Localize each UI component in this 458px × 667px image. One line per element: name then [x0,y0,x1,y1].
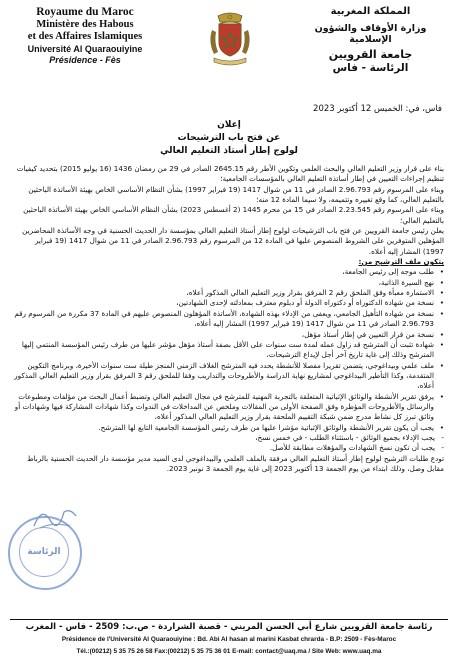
note-item: - يجب الإدلاء بجميع الوثائق - باستثناء الطلب - في خمس نسخ، [14,433,444,443]
title-announcement: إعلان [217,120,241,130]
presidency-fr: Présidence - Fès [49,54,121,65]
file-item: • ملف علمي وبيداغوجي، يتضمن تقريرا مفصلا للأنشطة يحدد فيه المترشح الغلاف الزمني المنجز طيلة ست سنوات الأخيرة، وبرنامج التكوين المتقدمة، وكذا التأطير البيداغوجي لمشاريع نهاية الدراسة والأطروحات والتداريب وفقا للملحق رقم 3 المرفق بقرار وزير التعليم العالي المذكور أعلاه، [14,361,444,392]
header-left [10,6,160,65]
footer-address-fr: Présidence de l'Université Al Quaraouiyine : Bd. Abi Al hasan al marini Kasbat chrarda - B.P: 2509 - Fès-Maroc [61,636,397,643]
official-stamp [8,516,82,590]
footer-contact: Tél.:(00212) 5 35 75 26 58 Fax:(00212) 5 35 75 36 01 E-mail: contact@uaq.ma / Site Web: www.uaq.ma [76,648,382,655]
preamble-paragraph: وبناء على المرسوم رقم 2.23.545 الصادر في 15 من محرم 1445 (2 أغسطس 2023) بشأن النظام الأساسي الخاص بهيئة الأساتذة الباحثين بالتعليم العالي؛ [23,205,444,225]
kingdom-fr: Royaume du Maroc [36,6,134,18]
university-ar: جامعة القرويين [328,48,413,62]
file-item: • شهادة تثبت أن المترشح قد زاول عمله لمدة ست سنوات على الأقل بصفة أستاذ مؤهل مؤشر عليها من طرف رئيس المؤسسة المنتمي إليها المترشح وذلك إلى غاية تاريخ آخر أجل لإيداع الترشيحات، [14,340,444,361]
file-item: • نسخة من شهادة الدكتوراه أو دكتوراه الدولة أو دبلوم معترف بمعادلته لإحدى الشهادتين، [14,298,444,308]
file-item: • الاستمارة معبأة وفق الملحق رقم 2 المرفق بقرار وزير التعليم العالي المذكور أعلاه، [14,288,444,298]
preamble-paragraph: بناء على قرار وزير التعليم العالي والبحث العلمي وتكوين الأطر رقم 2645.15 الصادر في 29 من رمضان 1436 (16 يوليو 2015) بتحديد كيفيات تنظيم إجراءات التعيين في إطار أساتذة التعليم العالي بالمؤسسات الجامعية؛ [16,164,444,184]
ministry-ar: وزارة الأوقاف والشؤون الإسلامية [314,22,427,46]
signature-icon [30,502,80,532]
coat-of-arms-icon [204,10,256,68]
header-right [293,6,448,75]
file-item: • يرفق تقرير الأنشطة والوثائق الإثباتية المتعلقة بالتجربة المهنية للمترشح في مجال التعليم العالي وتضبط أعمال البحث من مؤلفات ومطبوعات والرسائل والأطروحات المؤطرة وفق الصفحة الأولى من المقالات وملخص عن المداخلات في الندوات وكذا شهادات المشاركة فيها وشهادات أو وثائق تبرز كل نشاط مدرج ضمن شبكة التقييم الملحقة بقرار وزير التعليم العالي المذكور أعلاه، [14,392,444,423]
document-date: فاس، في: الخميس 12 أكتوبر 2023 [313,104,442,114]
title-position: لولوج إطار أستاذ التعليم العالي [160,146,298,156]
file-heading: يتكون ملف الترشيح من: [358,257,444,267]
file-item: • نهج السيرة الذاتية، [14,278,444,288]
file-item: • نسخة من قرار التعيين في إطار أستاذ مؤهل، [14,330,444,340]
file-item: • طلب موجه إلى رئيس الجامعة، [14,267,444,277]
stamp-label: الرئاسة [19,527,69,577]
footer-divider [10,619,448,620]
title-subject: عن فتح باب الترشيحات [177,133,281,143]
university-fr: Université Al Quaraouiyine [27,44,143,55]
preamble-paragraph: وبناء على المرسوم رقم 2.96.793 الصادر في 11 من شوال 1417 (19 فبراير 1997) بشأن النظام الأساسي الخاص بهيئة الأساتذة الباحثين بالتعليم العالي، كما وقع تغييره وتتميمه، ولا سيما المادة 12 منه؛ [28,184,444,205]
note-item: - يجب أن تكون نسخ الشهادات والمؤهلات مطابقة للأصل. [14,443,444,453]
footer-address-ar: رئاسة جامعة القرويين شارع أبي الحسن المريني - قصبة الشراردة - ص.ب: 2509 - فاس - المغرب [25,622,433,632]
file-item: • نسخة من شهادة التأهيل الجامعي، ويعفى من الإدلاء بهذه الشهادة، الأساتذة المؤهلون المنصوص عليهم في المادة 37 مكررة من المرسوم رقم 2.96.793 الصادر في 11 من شوال 1417 (19 فبراير 1997) المشار إليه أعلاه، [14,309,444,330]
ministry-fr-line1: Ministère des Habous [36,19,134,31]
presidency-ar: الرئاسة - فاس [332,62,409,74]
ministry-fr-line2: et des Affaires Islamiques [27,31,143,43]
announcement-paragraph: يعلن رئيس جامعة القرويين عن فتح باب الترشيحات لولوج إطار أستاذ التعليم العالي بمؤسسة دار الحديث الحسنية في وجه الأساتذة المحاضرين المؤهلين المتوفرين على الشروط المنصوص عليها في المادة 12 من المرسوم رقم 2.96.793 الصادر في 11 من شوال 1417 (19 فبراير 1997) المشار إليه أعلاه. [22,226,444,256]
file-item: • يجب أن يكون تقرير الأنشطة والوثائق الإثباتية مؤشرا عليها من طرف رئيس المؤسسة الجامعية التابع لها المترشح. [14,423,444,433]
deposit-paragraph: تودع طلبات الترشيح لولوج إطار أستاذ التعليم العالي مرفقة بالملف العلمي والبيداغوجي لدى السيد مدير مؤسسة دار الحديث الحسنية بالرباط مقابل وصل، وذلك ابتداء من يوم الجمعة 13 أكتوبر 2023 إلى غاية يوم الجمعة 3 نونبر 2023. [26,453,444,473]
announcement-body [14,164,444,474]
kingdom-ar: المملكة المغربية [330,6,411,17]
